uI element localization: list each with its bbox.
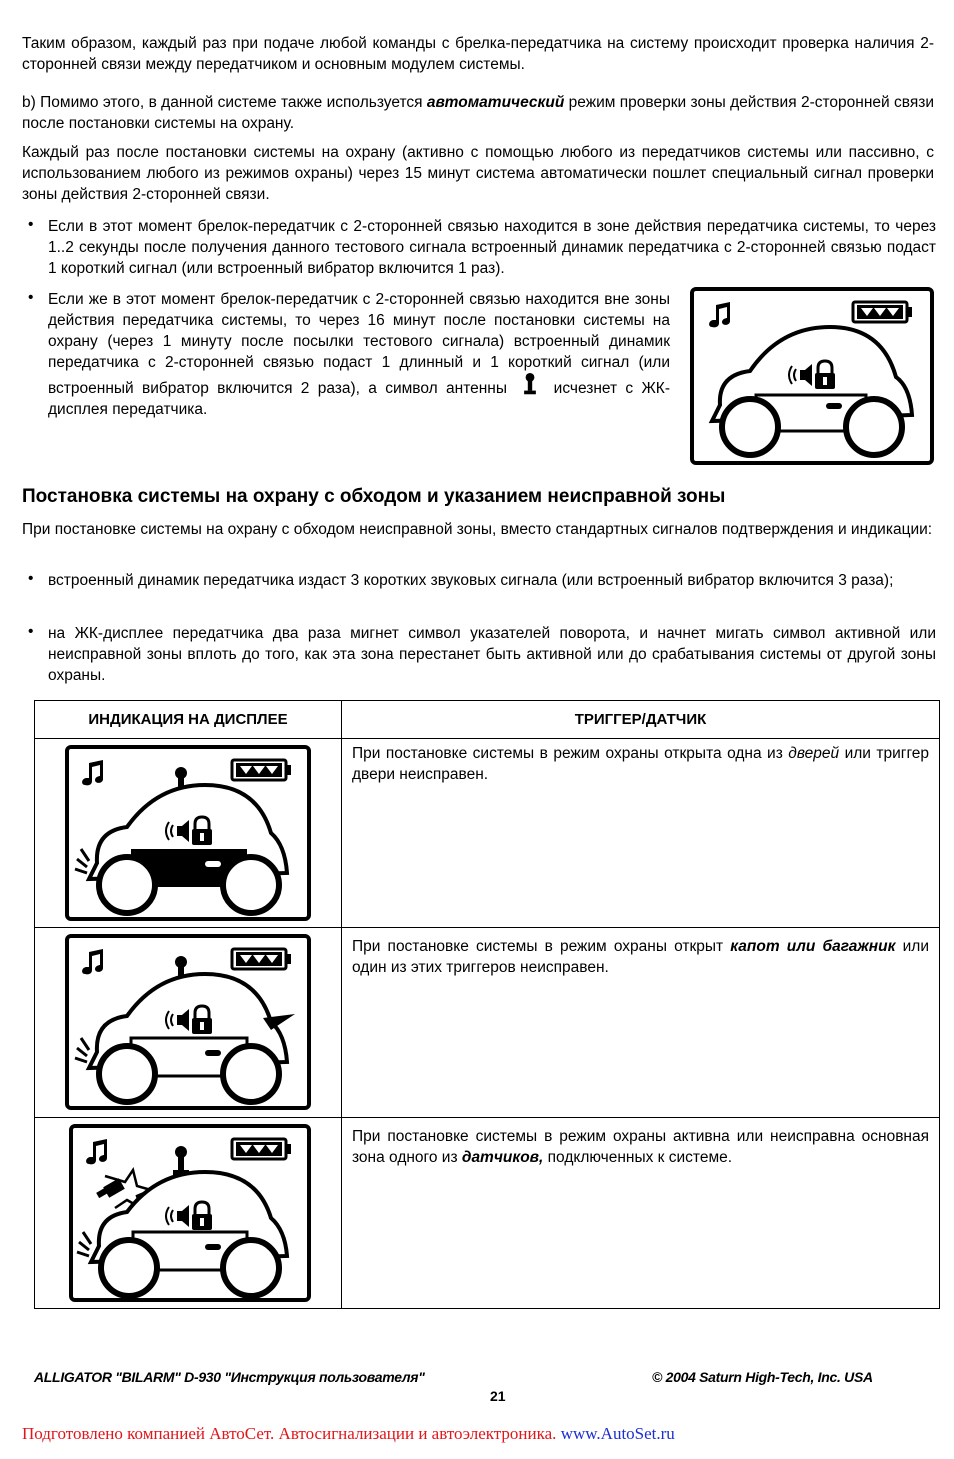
wheel-front	[722, 399, 778, 455]
footer-manual-title: ALLIGATOR "BILARM" D-930 "Инструкция пользователя"	[34, 1369, 425, 1385]
bullet-out-of-range-text: Если же в этот момент брелок-передатчик с 2-сторонней связью находится вне зоны действия передатчика системы, то через 16 минут после постановки системы на охрану (через 1 минуту после посылки тестового сигнала) встроенный динамик передатчика с 2-сторонней связью подаст 1 длинный и 1 короткий сигнал (или встроенный вибратор включится 2 раза), а символ антенны	[48, 291, 670, 397]
trigger-sensor-text-c: подключенных к системе.	[543, 1149, 733, 1166]
bullet-marker: •	[28, 623, 34, 640]
section-title: Постановка системы на охрану с обходом и указанием неисправной зоны	[22, 486, 726, 507]
trigger-door-text	[342, 739, 939, 785]
intro-paragraph-2-a: b) Помимо этого, в данной системе также используется	[22, 94, 427, 111]
trigger-cell	[342, 1118, 940, 1309]
trigger-cell	[342, 928, 940, 1118]
trigger-cell	[342, 739, 940, 928]
table-row	[35, 739, 940, 928]
bullet-out-of-range	[48, 289, 670, 420]
credit-text: Подготовлено компанией АвтоСет. Автосигнализации и автоэлектроника.	[22, 1424, 557, 1443]
lcd-display-door	[65, 745, 311, 921]
table-row	[35, 1118, 940, 1309]
intro-paragraph-2-c: режим проверки зоны действия 2-сторонней связи после постановки системы на охрану.	[22, 94, 934, 132]
trigger-door-text-c: или триггер двери неисправен.	[352, 745, 929, 783]
bullet-in-range: Если в этот момент брелок-передатчик с 2-сторонней связью находится в зоне действия передатчика системы, то через 1..2 секунды после получения данного тестового сигнала встроенный динамик передатчика с 2-сторонней связью подаст 1 короткий сигнал (или встроенный вибратор включится 1 раз).	[48, 218, 936, 277]
trigger-sensor-emphasis: датчиков,	[461, 1149, 544, 1166]
credit-line	[22, 1424, 675, 1444]
col-header-trigger: ТРИГГЕР/ДАТЧИК	[342, 701, 940, 739]
trigger-door-emphasis: дверей	[788, 745, 840, 762]
trigger-sensor-text-a: При постановке системы в режим охраны активна или неисправна основная зона одного из	[352, 1128, 929, 1166]
trigger-hood-emphasis: капот или багажник	[730, 938, 896, 955]
section-bullet-display: на ЖК-дисплее передатчика два раза мигнет символ указателей поворота, и начнет мигать символ активной или неисправной зоны вплоть до того, как эта зона перестанет быть активной или до срабатывания системы от другой зоны охраны.	[48, 625, 936, 684]
bullet-marker: •	[28, 570, 34, 587]
bullet-out-of-range-tail: исчезнет с ЖК-дисплея передатчика.	[48, 380, 671, 418]
indication-table	[34, 700, 940, 1309]
trigger-door-text-a: При постановке системы в режим охраны открыта одна из	[352, 745, 789, 762]
bullet-marker: •	[28, 216, 34, 233]
intro-paragraph-2-emphasis: автоматический	[426, 94, 565, 111]
table-row	[35, 928, 940, 1118]
trigger-sensor-text	[342, 1118, 939, 1168]
bullet-marker: •	[28, 289, 34, 306]
wheel-rear	[846, 399, 902, 455]
section-intro: При постановке системы на охрану с обходом неисправной зоны, вместо стандартных сигналов подтверждения и индикации:	[22, 521, 933, 538]
credit-link[interactable]: www.AutoSet.ru	[560, 1424, 675, 1443]
section-bullet-sound: встроенный динамик передатчика издаст 3 коротких звуковых сигнала (или встроенный вибратор включится 3 раза);	[48, 572, 894, 589]
intro-paragraph-1: Таким образом, каждый раз при подаче любой команды с брелка-передатчика на систему происходит проверка наличия 2-сторонней связи между передатчиком и основным модулем системы.	[22, 35, 934, 73]
col-header-display: ИНДИКАЦИЯ НА ДИСПЛЕЕ	[35, 701, 342, 739]
lcd-display-hood-trunk	[65, 934, 311, 1110]
display-cell	[35, 928, 342, 1118]
intro-paragraph-2	[22, 92, 934, 134]
page-number: 21	[490, 1388, 506, 1404]
display-cell	[35, 739, 342, 928]
lcd-display-sensor	[69, 1124, 311, 1302]
trigger-hood-text-a: При постановке системы в режим охраны открыт	[352, 938, 731, 955]
lcd-display-standard	[690, 287, 934, 465]
antenna-icon	[521, 373, 539, 395]
display-cell	[35, 1118, 342, 1309]
trigger-hood-text-c: или один из этих триггеров неисправен.	[352, 938, 929, 976]
trigger-hood-text	[342, 928, 939, 978]
footer-copyright: © 2004 Saturn High-Tech, Inc. USA	[652, 1369, 873, 1385]
intro-paragraph-3: Каждый раз после постановки системы на охрану (активно с помощью любого из передатчиков системы или пассивно, с использованием любого из режимов охраны) через 15 минут система автоматически пошлет специальный сигнал проверки зоны действия 2-сторонней связи.	[22, 144, 934, 203]
